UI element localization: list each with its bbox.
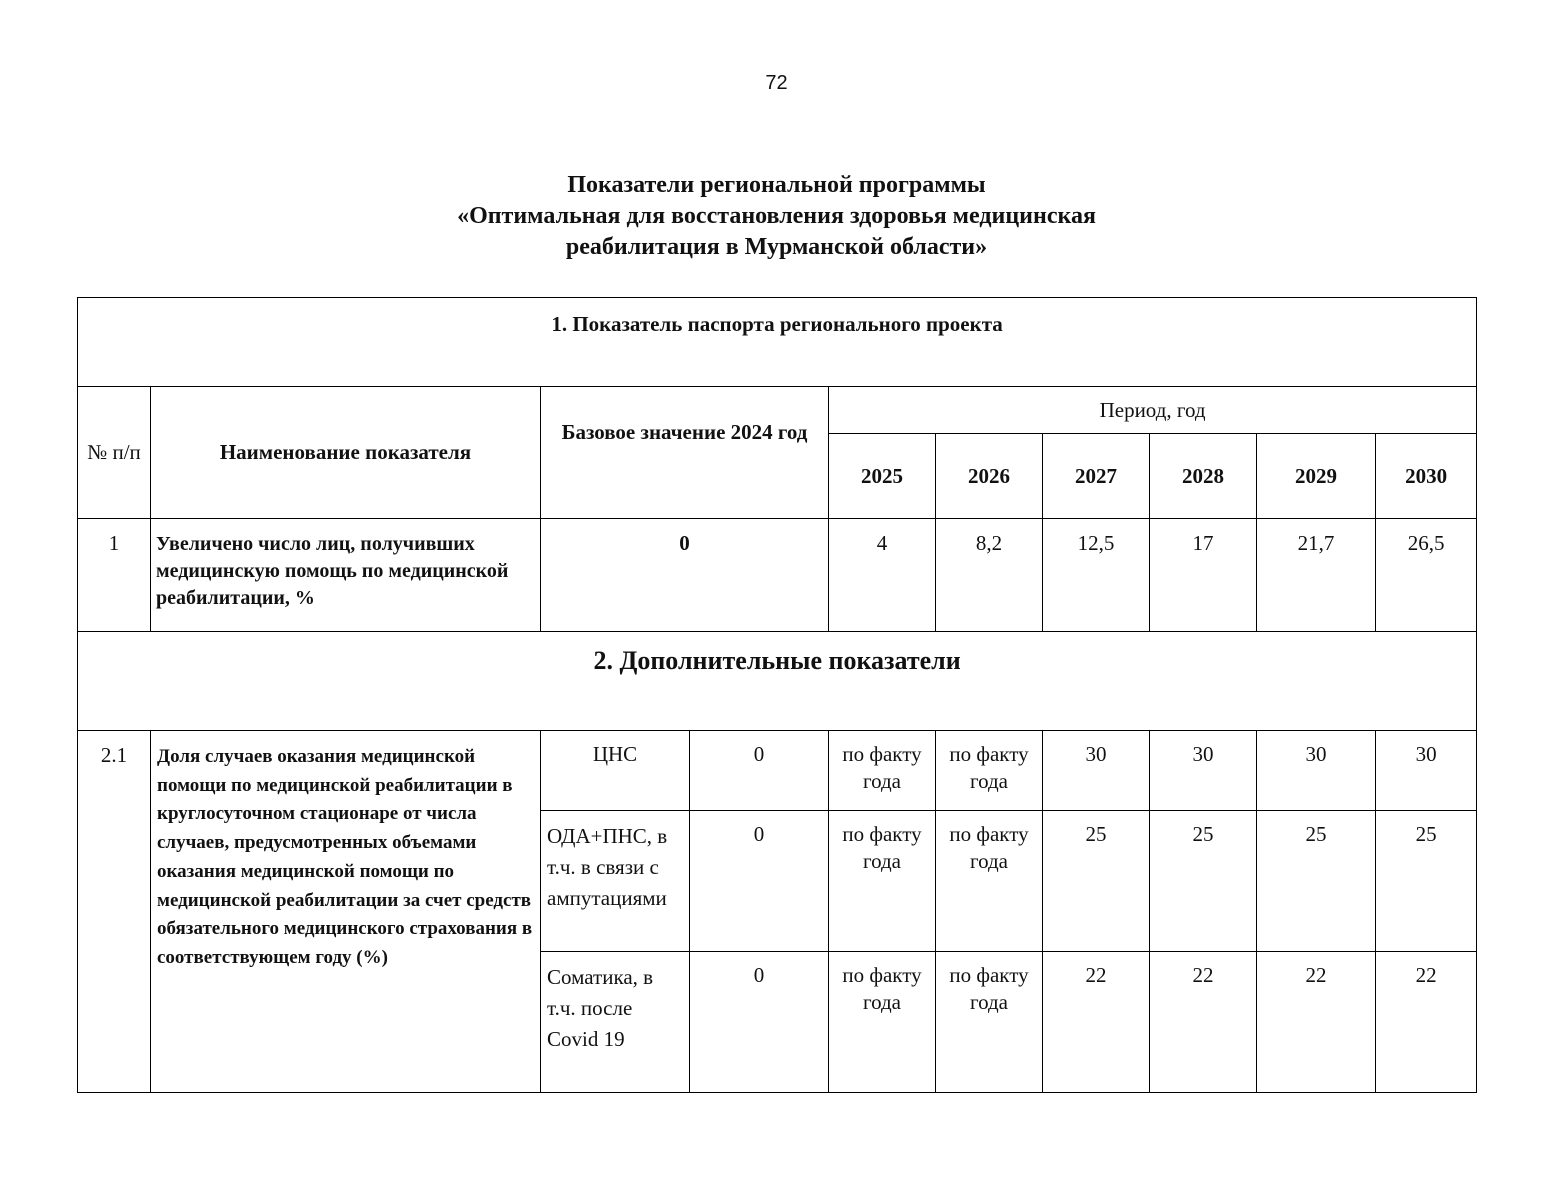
row-value-2029: 21,7 [1257,519,1376,632]
row-category: ЦНС [541,731,690,811]
row-num: 1 [78,519,151,632]
row-value-2028: 25 [1150,811,1257,952]
title-line-2: «Оптимальная для восстановления здоровья медицинская [457,203,1096,229]
section-2-title: 2. Дополнительные показатели [78,632,1477,731]
table-row [78,519,1477,632]
title-line-3: реабилитация в Мурманской области» [565,234,988,260]
header-year-2025: 2025 [829,434,936,519]
row-value-2026: по факту года [936,952,1043,1093]
indicators-table [77,297,1477,1093]
row-value-2029: 25 [1257,811,1376,952]
header-base: Базовое значение 2024 год [541,387,829,519]
row-value-2030: 26,5 [1376,519,1477,632]
row-num: 2.1 [78,731,151,1093]
row-value-2030: 30 [1376,731,1477,811]
row-indicator-name: Увеличено число лиц, получивших медицинскую помощь по медицинской реабилитации, % [151,519,541,632]
row-value-2025: 4 [829,519,936,632]
header-num: № п/п [78,387,151,519]
header-year-2027: 2027 [1043,434,1150,519]
row-value-2025: по факту года [829,731,936,811]
row-value-2030: 25 [1376,811,1477,952]
row-indicator-name: Доля случаев оказания медицинской помощи по медицинской реабилитации в круглосуточном стационаре от числа случаев, предусмотренных объемами оказания медицинской помощи по медицинской реабилитации за счет средств обязательного медицинского страхования в соответствующем году (%) [151,731,541,1093]
row-value-2028: 30 [1150,731,1257,811]
row-value-2025: по факту года [829,952,936,1093]
title-line-1: Показатели региональной программы [567,172,986,198]
table-row [78,731,1477,811]
row-base-value: 0 [690,731,829,811]
header-year-2029: 2029 [1257,434,1376,519]
row-value-2026: по факту года [936,811,1043,952]
document-title [0,170,1553,263]
page-number: 72 [765,72,788,94]
row-base-value: 0 [541,519,829,632]
row-value-2027: 12,5 [1043,519,1150,632]
row-value-2030: 22 [1376,952,1477,1093]
row-value-2029: 22 [1257,952,1376,1093]
row-value-2027: 25 [1043,811,1150,952]
row-base-value: 0 [690,952,829,1093]
row-value-2026: по факту года [936,731,1043,811]
row-category: Соматика, в т.ч. после Covid 19 [541,952,690,1093]
row-value-2027: 30 [1043,731,1150,811]
row-value-2029: 30 [1257,731,1376,811]
header-year-2026: 2026 [936,434,1043,519]
row-value-2028: 17 [1150,519,1257,632]
row-category: ОДА+ПНС, в т.ч. в связи с ампутациями [541,811,690,952]
row-base-value: 0 [690,811,829,952]
row-value-2026: 8,2 [936,519,1043,632]
header-year-2028: 2028 [1150,434,1257,519]
header-name: Наименование показателя [151,387,541,519]
row-value-2027: 22 [1043,952,1150,1093]
header-period: Период, год [829,387,1477,434]
row-value-2025: по факту года [829,811,936,952]
section-1-title: 1. Показатель паспорта регионального проекта [78,298,1477,387]
header-year-2030: 2030 [1376,434,1477,519]
row-value-2028: 22 [1150,952,1257,1093]
